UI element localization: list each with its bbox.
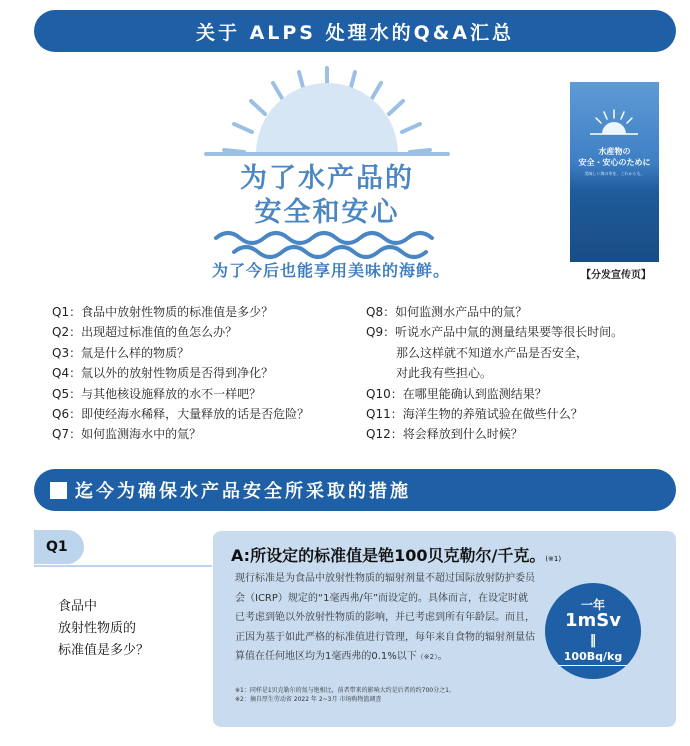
- badge-line4: 100Bq/kg: [563, 650, 623, 663]
- leaflet-caption: 【分发宣传页】: [581, 270, 651, 281]
- badge-line3: ‖: [589, 633, 597, 648]
- hero-title-line2: 安全和安心: [254, 197, 400, 228]
- question-item[interactable]: Q4：氚以外的放射性物质是否得到净化？: [52, 366, 274, 381]
- question-item[interactable]: Q6：即使经海水稀释，大量释放的话是否危险？: [52, 407, 310, 422]
- leaflet-thumbnail: [570, 82, 659, 262]
- question-item[interactable]: Q5：与其他核设施释放的水不一样吧？: [52, 386, 262, 401]
- leaflet-subtitle: 美味しい海の幸を、これからも。: [584, 171, 645, 176]
- hero-subtitle: 为了今后也能享用美味的海鲜。: [211, 261, 450, 280]
- leaflet-title-line2: 安全・安心のために: [578, 158, 651, 167]
- page-title: 关于 ALPS 处理水的Q&A汇总: [195, 21, 515, 44]
- q1-label: Q1: [34, 530, 84, 564]
- badge-line2: 1mSv: [565, 610, 621, 631]
- question-item[interactable]: Q9：听说水产品中氚的测量结果要等很长时间。: [366, 325, 624, 340]
- leaflet-title-line1: 水産物の: [598, 147, 631, 156]
- question-item[interactable]: Q1：食品中放射性物质的标准值是多少？: [52, 305, 274, 319]
- question-item-continuation[interactable]: 那么这样就不知道水产品是否安全，: [396, 345, 589, 360]
- answer-title: [231, 543, 561, 566]
- q1-question-line3: 标准值是多少？: [58, 643, 150, 658]
- badge-underline: [559, 665, 627, 666]
- section-banner: [34, 469, 676, 511]
- question-item[interactable]: Q11：海洋生物的养殖试验在做些什么？: [366, 407, 583, 422]
- footnote-2: ※2：摘自厚生劳动省 2022 年 2~3月 市场购物篮调查: [235, 696, 382, 703]
- page-title-banner: [34, 10, 676, 52]
- question-item[interactable]: Q12：将会释放到什么时候？: [366, 427, 523, 442]
- q1-divider: [34, 565, 212, 567]
- question-item-continuation[interactable]: 对此我有些担心。: [396, 366, 493, 381]
- question-item[interactable]: Q8：如何监测水产品中的氚？: [366, 305, 528, 319]
- hero-illustration: [196, 62, 458, 278]
- answer-body-text: 现行标准是为食品中放射性物质的辐射剂量不超过国际放射防护委员会（ICRP）规定的“1毫西弗/年”而设定的。具体而言，在设定时就已考虑到铯以外放射性物质的影响，并已考虑到所有年龄层。而且，正因为基于如此严格的标准值进行管理，每年来自食物的辐射剂量估算值在任何地区均为1毫西弗的0.1%以下: [235, 573, 535, 662]
- question-item[interactable]: Q10：在哪里能确认到监测结果？: [366, 386, 547, 401]
- answer-box: [213, 531, 676, 727]
- answer-footnotes: [235, 686, 655, 704]
- leaflet-sun-icon: [570, 82, 659, 142]
- question-list-right: [366, 302, 623, 445]
- question-item[interactable]: Q7：如何监测海水中的氚？: [52, 427, 202, 442]
- square-bullet-icon: [50, 482, 67, 499]
- answer-title-text: A:所设定的标准值是铯100贝克勒尔/千克。: [231, 546, 546, 565]
- question-item[interactable]: Q3：氚是什么样的物质？: [52, 345, 190, 360]
- answer-body-end: 。: [437, 651, 448, 662]
- answer-title-note: (※1): [545, 555, 562, 563]
- answer-body-note: （※2）: [416, 653, 438, 661]
- q1-question: [58, 596, 149, 662]
- section-title: 迄今为确保水产品安全所采取的措施: [75, 481, 411, 502]
- question-item[interactable]: Q2：出现超过标准值的鱼怎么办？: [52, 325, 238, 340]
- footnote-1: ※1：同样是1贝克勒尔的氚与铯相比，前者带来的影响大约是后者的约700分之1。: [235, 687, 455, 694]
- answer-body: [235, 569, 535, 668]
- q1-question-line1: 食品中: [58, 599, 98, 614]
- question-list-left: [52, 302, 309, 445]
- q1-question-line2: 放射性物质的: [58, 621, 137, 636]
- leaflet-title: [570, 146, 659, 168]
- hero-title-line1: 为了水产品的: [240, 163, 414, 194]
- badge-line1: 一年: [580, 598, 605, 612]
- dose-badge: [545, 583, 641, 679]
